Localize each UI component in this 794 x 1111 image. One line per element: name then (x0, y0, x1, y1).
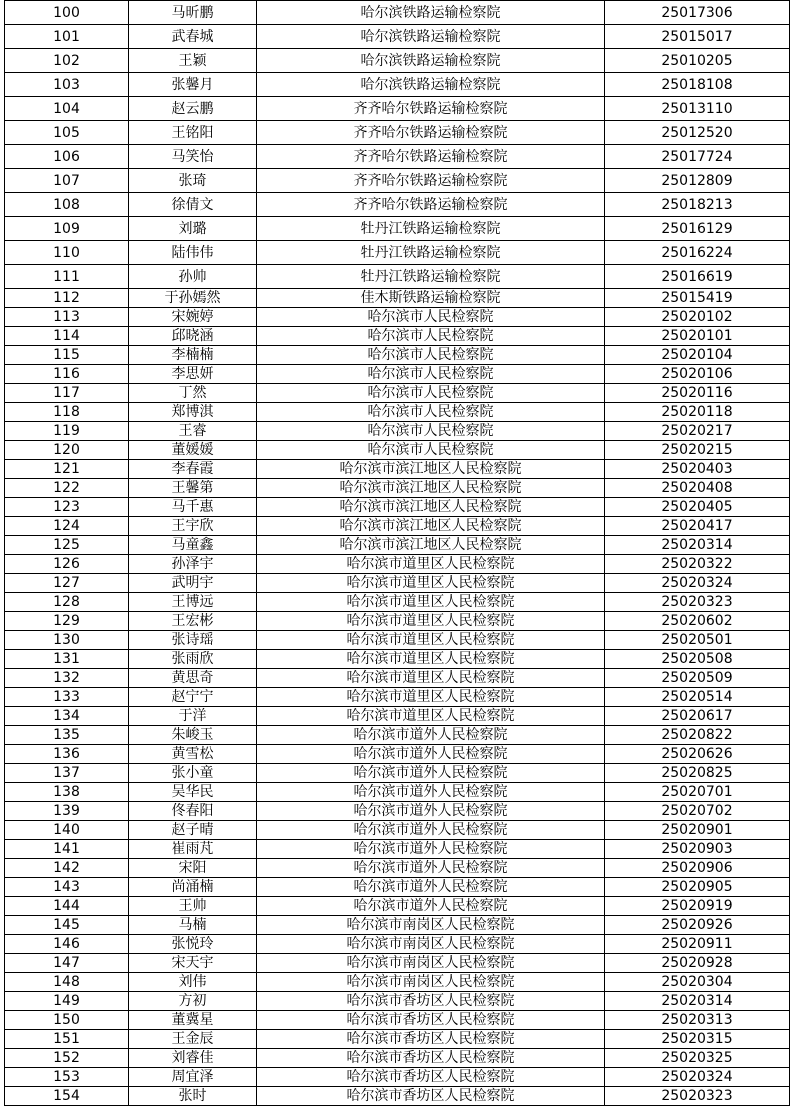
unit-cell: 哈尔滨铁路运输检察院 (257, 25, 605, 49)
name-cell: 赵宁宁 (129, 688, 257, 707)
unit-cell: 哈尔滨市道外人民检察院 (257, 783, 605, 802)
name-cell: 黄雪松 (129, 745, 257, 764)
table-row (5, 460, 790, 479)
unit-cell: 哈尔滨市人民检察院 (257, 365, 605, 384)
name-cell: 陆伟伟 (129, 241, 257, 265)
table-row (5, 1068, 790, 1087)
name-cell: 张小童 (129, 764, 257, 783)
table-row (5, 650, 790, 669)
name-cell: 黄思奇 (129, 669, 257, 688)
table-row (5, 707, 790, 726)
name-cell: 李楠楠 (129, 346, 257, 365)
unit-cell: 哈尔滨铁路运输检察院 (257, 1, 605, 25)
exam-id-cell: 25020324 (605, 1068, 790, 1087)
exam-id-cell: 25020325 (605, 1049, 790, 1068)
unit-cell: 齐齐哈尔铁路运输检察院 (257, 169, 605, 193)
unit-cell: 哈尔滨铁路运输检察院 (257, 73, 605, 97)
table-row (5, 897, 790, 916)
row-number-cell: 123 (5, 498, 129, 517)
exam-id-cell: 25020405 (605, 498, 790, 517)
row-number-cell: 105 (5, 121, 129, 145)
row-number-cell: 131 (5, 650, 129, 669)
row-number-cell: 125 (5, 536, 129, 555)
name-cell: 邱晓涵 (129, 327, 257, 346)
table-row (5, 726, 790, 745)
unit-cell: 哈尔滨市人民检察院 (257, 422, 605, 441)
unit-cell: 哈尔滨市人民检察院 (257, 308, 605, 327)
exam-id-cell: 25020323 (605, 1087, 790, 1106)
unit-cell: 哈尔滨市滨江地区人民检察院 (257, 479, 605, 498)
exam-id-cell: 25020617 (605, 707, 790, 726)
name-cell: 王帅 (129, 897, 257, 916)
name-cell: 王博远 (129, 593, 257, 612)
unit-cell: 哈尔滨市人民检察院 (257, 403, 605, 422)
name-cell: 徐倩文 (129, 193, 257, 217)
name-cell: 赵云鹏 (129, 97, 257, 121)
name-cell: 王宇欣 (129, 517, 257, 536)
row-number-cell: 106 (5, 145, 129, 169)
table-row (5, 574, 790, 593)
unit-cell: 哈尔滨市道里区人民检察院 (257, 631, 605, 650)
exam-id-cell: 25020903 (605, 840, 790, 859)
row-number-cell: 116 (5, 365, 129, 384)
row-number-cell: 119 (5, 422, 129, 441)
row-number-cell: 118 (5, 403, 129, 422)
name-cell: 赵子晴 (129, 821, 257, 840)
exam-id-cell: 25013110 (605, 97, 790, 121)
unit-cell: 哈尔滨市南岗区人民检察院 (257, 935, 605, 954)
table-row (5, 802, 790, 821)
unit-cell: 哈尔滨市香坊区人民检察院 (257, 1030, 605, 1049)
exam-id-cell: 25016619 (605, 265, 790, 289)
table-row (5, 935, 790, 954)
name-cell: 王铭阳 (129, 121, 257, 145)
table-row (5, 217, 790, 241)
name-cell: 刘璐 (129, 217, 257, 241)
exam-id-cell: 25017306 (605, 1, 790, 25)
row-number-cell: 150 (5, 1011, 129, 1030)
exam-id-cell: 25020304 (605, 973, 790, 992)
row-number-cell: 133 (5, 688, 129, 707)
table-row (5, 973, 790, 992)
name-cell: 宋阳 (129, 859, 257, 878)
name-cell: 马童鑫 (129, 536, 257, 555)
exam-id-cell: 25020314 (605, 536, 790, 555)
table-row (5, 669, 790, 688)
table-row (5, 346, 790, 365)
unit-cell: 牡丹江铁路运输检察院 (257, 241, 605, 265)
row-number-cell: 138 (5, 783, 129, 802)
table-row (5, 593, 790, 612)
exam-id-cell: 25020104 (605, 346, 790, 365)
unit-cell: 哈尔滨市道里区人民检察院 (257, 593, 605, 612)
exam-id-cell: 25020313 (605, 1011, 790, 1030)
table-row (5, 764, 790, 783)
name-cell: 朱峻玉 (129, 726, 257, 745)
name-cell: 张馨月 (129, 73, 257, 97)
unit-cell: 哈尔滨市南岗区人民检察院 (257, 954, 605, 973)
unit-cell: 哈尔滨市南岗区人民检察院 (257, 973, 605, 992)
table-row (5, 1049, 790, 1068)
row-number-cell: 153 (5, 1068, 129, 1087)
exam-id-cell: 25020323 (605, 593, 790, 612)
unit-cell: 齐齐哈尔铁路运输检察院 (257, 97, 605, 121)
row-number-cell: 149 (5, 992, 129, 1011)
table-row (5, 992, 790, 1011)
exam-id-cell: 25020215 (605, 441, 790, 460)
row-number-cell: 112 (5, 289, 129, 308)
unit-cell: 哈尔滨市道里区人民检察院 (257, 707, 605, 726)
unit-cell: 齐齐哈尔铁路运输检察院 (257, 193, 605, 217)
row-number-cell: 103 (5, 73, 129, 97)
name-cell: 丁然 (129, 384, 257, 403)
unit-cell: 哈尔滨市香坊区人民检察院 (257, 1087, 605, 1106)
unit-cell: 哈尔滨市人民检察院 (257, 441, 605, 460)
exam-id-cell: 25018213 (605, 193, 790, 217)
name-cell: 王宏彬 (129, 612, 257, 631)
exam-id-cell: 25020514 (605, 688, 790, 707)
roster-table-container (4, 0, 789, 1106)
name-cell: 方初 (129, 992, 257, 1011)
name-cell: 董冀星 (129, 1011, 257, 1030)
name-cell: 孙帅 (129, 265, 257, 289)
unit-cell: 哈尔滨市道外人民检察院 (257, 821, 605, 840)
unit-cell: 哈尔滨市人民检察院 (257, 346, 605, 365)
row-number-cell: 120 (5, 441, 129, 460)
name-cell: 李思妍 (129, 365, 257, 384)
row-number-cell: 108 (5, 193, 129, 217)
exam-id-cell: 25020926 (605, 916, 790, 935)
unit-cell: 哈尔滨市滨江地区人民检察院 (257, 517, 605, 536)
unit-cell: 哈尔滨市人民检察院 (257, 384, 605, 403)
table-row (5, 916, 790, 935)
unit-cell: 哈尔滨市道里区人民检察院 (257, 650, 605, 669)
row-number-cell: 140 (5, 821, 129, 840)
row-number-cell: 151 (5, 1030, 129, 1049)
row-number-cell: 121 (5, 460, 129, 479)
unit-cell: 佳木斯铁路运输检察院 (257, 289, 605, 308)
table-row (5, 1011, 790, 1030)
name-cell: 马笑怡 (129, 145, 257, 169)
row-number-cell: 132 (5, 669, 129, 688)
table-row (5, 954, 790, 973)
exam-id-cell: 25016224 (605, 241, 790, 265)
name-cell: 马千惠 (129, 498, 257, 517)
table-row (5, 498, 790, 517)
table-row (5, 193, 790, 217)
table-row (5, 241, 790, 265)
table-row (5, 73, 790, 97)
table-row (5, 169, 790, 193)
unit-cell: 哈尔滨市南岗区人民检察院 (257, 916, 605, 935)
name-cell: 宋天宇 (129, 954, 257, 973)
name-cell: 马昕鹏 (129, 1, 257, 25)
row-number-cell: 122 (5, 479, 129, 498)
table-row (5, 1, 790, 25)
row-number-cell: 124 (5, 517, 129, 536)
name-cell: 李春霞 (129, 460, 257, 479)
name-cell: 张时 (129, 1087, 257, 1106)
exam-id-cell: 25016129 (605, 217, 790, 241)
table-row (5, 327, 790, 346)
row-number-cell: 143 (5, 878, 129, 897)
row-number-cell: 101 (5, 25, 129, 49)
name-cell: 孙泽宇 (129, 555, 257, 574)
table-row (5, 745, 790, 764)
unit-cell: 哈尔滨市道外人民检察院 (257, 840, 605, 859)
table-row (5, 555, 790, 574)
row-number-cell: 126 (5, 555, 129, 574)
row-number-cell: 100 (5, 1, 129, 25)
exam-id-cell: 25020701 (605, 783, 790, 802)
exam-id-cell: 25020906 (605, 859, 790, 878)
name-cell: 武明宇 (129, 574, 257, 593)
table-row (5, 1087, 790, 1106)
roster-table (4, 0, 790, 1106)
row-number-cell: 117 (5, 384, 129, 403)
exam-id-cell: 25017724 (605, 145, 790, 169)
unit-cell: 哈尔滨市香坊区人民检察院 (257, 992, 605, 1011)
row-number-cell: 113 (5, 308, 129, 327)
table-row (5, 859, 790, 878)
table-row (5, 631, 790, 650)
row-number-cell: 107 (5, 169, 129, 193)
row-number-cell: 129 (5, 612, 129, 631)
name-cell: 王馨第 (129, 479, 257, 498)
table-row (5, 517, 790, 536)
unit-cell: 牡丹江铁路运输检察院 (257, 265, 605, 289)
row-number-cell: 144 (5, 897, 129, 916)
exam-id-cell: 25020919 (605, 897, 790, 916)
name-cell: 王颖 (129, 49, 257, 73)
exam-id-cell: 25020905 (605, 878, 790, 897)
row-number-cell: 148 (5, 973, 129, 992)
name-cell: 佟春阳 (129, 802, 257, 821)
name-cell: 武春城 (129, 25, 257, 49)
name-cell: 吴华民 (129, 783, 257, 802)
unit-cell: 齐齐哈尔铁路运输检察院 (257, 145, 605, 169)
name-cell: 张琦 (129, 169, 257, 193)
row-number-cell: 152 (5, 1049, 129, 1068)
exam-id-cell: 25020911 (605, 935, 790, 954)
name-cell: 刘伟 (129, 973, 257, 992)
exam-id-cell: 25020314 (605, 992, 790, 1011)
row-number-cell: 115 (5, 346, 129, 365)
row-number-cell: 136 (5, 745, 129, 764)
exam-id-cell: 25020324 (605, 574, 790, 593)
unit-cell: 哈尔滨市道里区人民检察院 (257, 612, 605, 631)
unit-cell: 哈尔滨铁路运输检察院 (257, 49, 605, 73)
table-row (5, 688, 790, 707)
row-number-cell: 134 (5, 707, 129, 726)
row-number-cell: 104 (5, 97, 129, 121)
table-row (5, 403, 790, 422)
unit-cell: 哈尔滨市道外人民检察院 (257, 726, 605, 745)
name-cell: 张雨欣 (129, 650, 257, 669)
exam-id-cell: 25020102 (605, 308, 790, 327)
unit-cell: 哈尔滨市香坊区人民检察院 (257, 1068, 605, 1087)
unit-cell: 哈尔滨市道外人民检察院 (257, 764, 605, 783)
name-cell: 于孙嫣然 (129, 289, 257, 308)
exam-id-cell: 25020408 (605, 479, 790, 498)
name-cell: 崔雨芃 (129, 840, 257, 859)
unit-cell: 哈尔滨市滨江地区人民检察院 (257, 498, 605, 517)
exam-id-cell: 25012520 (605, 121, 790, 145)
table-row (5, 384, 790, 403)
exam-id-cell: 25020825 (605, 764, 790, 783)
exam-id-cell: 25020101 (605, 327, 790, 346)
table-row (5, 365, 790, 384)
unit-cell: 哈尔滨市道里区人民检察院 (257, 555, 605, 574)
table-row (5, 97, 790, 121)
row-number-cell: 114 (5, 327, 129, 346)
unit-cell: 哈尔滨市滨江地区人民检察院 (257, 460, 605, 479)
name-cell: 尚涌楠 (129, 878, 257, 897)
table-row (5, 612, 790, 631)
row-number-cell: 139 (5, 802, 129, 821)
table-row (5, 1030, 790, 1049)
row-number-cell: 109 (5, 217, 129, 241)
row-number-cell: 135 (5, 726, 129, 745)
exam-id-cell: 25020116 (605, 384, 790, 403)
row-number-cell: 137 (5, 764, 129, 783)
exam-id-cell: 25020322 (605, 555, 790, 574)
exam-id-cell: 25020602 (605, 612, 790, 631)
table-row (5, 145, 790, 169)
name-cell: 于洋 (129, 707, 257, 726)
exam-id-cell: 25020106 (605, 365, 790, 384)
unit-cell: 哈尔滨市道里区人民检察院 (257, 574, 605, 593)
unit-cell: 哈尔滨市香坊区人民检察院 (257, 1011, 605, 1030)
name-cell: 郑博淇 (129, 403, 257, 422)
name-cell: 张悦玲 (129, 935, 257, 954)
exam-id-cell: 25020508 (605, 650, 790, 669)
name-cell: 周宜泽 (129, 1068, 257, 1087)
table-row (5, 479, 790, 498)
table-row (5, 783, 790, 802)
name-cell: 王睿 (129, 422, 257, 441)
unit-cell: 哈尔滨市香坊区人民检察院 (257, 1049, 605, 1068)
name-cell: 王金辰 (129, 1030, 257, 1049)
exam-id-cell: 25020417 (605, 517, 790, 536)
row-number-cell: 147 (5, 954, 129, 973)
unit-cell: 哈尔滨市滨江地区人民检察院 (257, 536, 605, 555)
exam-id-cell: 25020901 (605, 821, 790, 840)
row-number-cell: 128 (5, 593, 129, 612)
exam-id-cell: 25020626 (605, 745, 790, 764)
row-number-cell: 145 (5, 916, 129, 935)
table-row (5, 49, 790, 73)
name-cell: 宋婉婷 (129, 308, 257, 327)
roster-table-body (5, 1, 790, 1106)
unit-cell: 牡丹江铁路运输检察院 (257, 217, 605, 241)
unit-cell: 哈尔滨市道外人民检察院 (257, 878, 605, 897)
exam-id-cell: 25018108 (605, 73, 790, 97)
exam-id-cell: 25020403 (605, 460, 790, 479)
row-number-cell: 142 (5, 859, 129, 878)
exam-id-cell: 25020702 (605, 802, 790, 821)
row-number-cell: 111 (5, 265, 129, 289)
exam-id-cell: 25020509 (605, 669, 790, 688)
table-row (5, 422, 790, 441)
unit-cell: 哈尔滨市道外人民检察院 (257, 897, 605, 916)
unit-cell: 哈尔滨市人民检察院 (257, 327, 605, 346)
exam-id-cell: 25010205 (605, 49, 790, 73)
exam-id-cell: 25020822 (605, 726, 790, 745)
row-number-cell: 154 (5, 1087, 129, 1106)
unit-cell: 哈尔滨市道里区人民检察院 (257, 688, 605, 707)
table-row (5, 441, 790, 460)
table-row (5, 821, 790, 840)
row-number-cell: 110 (5, 241, 129, 265)
row-number-cell: 130 (5, 631, 129, 650)
row-number-cell: 141 (5, 840, 129, 859)
unit-cell: 哈尔滨市道外人民检察院 (257, 802, 605, 821)
row-number-cell: 102 (5, 49, 129, 73)
row-number-cell: 127 (5, 574, 129, 593)
exam-id-cell: 25020217 (605, 422, 790, 441)
exam-id-cell: 25015017 (605, 25, 790, 49)
exam-id-cell: 25012809 (605, 169, 790, 193)
name-cell: 刘睿佳 (129, 1049, 257, 1068)
table-row (5, 25, 790, 49)
exam-id-cell: 25020315 (605, 1030, 790, 1049)
name-cell: 马楠 (129, 916, 257, 935)
exam-id-cell: 25020928 (605, 954, 790, 973)
unit-cell: 哈尔滨市道里区人民检察院 (257, 669, 605, 688)
table-row (5, 536, 790, 555)
row-number-cell: 146 (5, 935, 129, 954)
table-row (5, 878, 790, 897)
table-row (5, 308, 790, 327)
exam-id-cell: 25020118 (605, 403, 790, 422)
table-row (5, 289, 790, 308)
exam-id-cell: 25015419 (605, 289, 790, 308)
unit-cell: 齐齐哈尔铁路运输检察院 (257, 121, 605, 145)
table-row (5, 265, 790, 289)
table-row (5, 121, 790, 145)
exam-id-cell: 25020501 (605, 631, 790, 650)
unit-cell: 哈尔滨市道外人民检察院 (257, 859, 605, 878)
unit-cell: 哈尔滨市道外人民检察院 (257, 745, 605, 764)
name-cell: 张诗瑶 (129, 631, 257, 650)
name-cell: 董媛媛 (129, 441, 257, 460)
table-row (5, 840, 790, 859)
